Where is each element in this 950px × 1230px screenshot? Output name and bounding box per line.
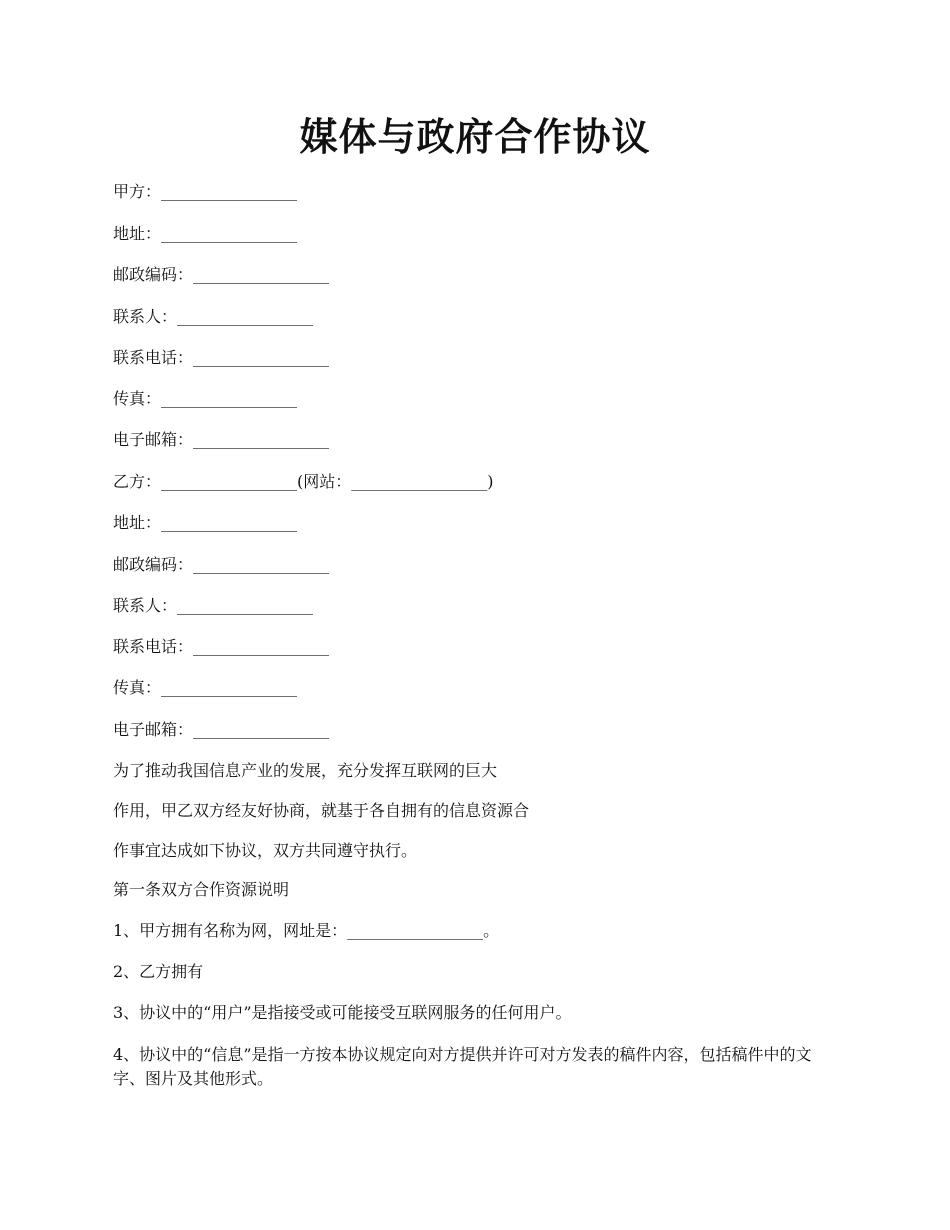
intro-line: 作用，甲乙双方经友好协商，就基于各自拥有的信息资源合 bbox=[113, 801, 530, 820]
party-a-address-field: 地址：_________________ bbox=[113, 224, 298, 243]
party-b-contact-field: 联系人：_________________ bbox=[113, 596, 314, 615]
article-1-heading: 第一条双方合作资源说明 bbox=[113, 880, 290, 899]
party-a-postcode-field: 邮政编码：_________________ bbox=[113, 265, 330, 284]
party-a-phone-field: 联系电话：_________________ bbox=[113, 348, 330, 367]
clause-2: 2、乙方拥有 bbox=[113, 962, 204, 981]
document-title: 媒体与政府合作协议 bbox=[299, 114, 651, 159]
clause-4: 4、协议中的“信息”是指一方按本协议规定向对方提供并许可对方发表的稿件内容，包括稿件中的文字、图片及其他形式。 bbox=[113, 1045, 812, 1088]
party-b-address-field: 地址：_________________ bbox=[113, 513, 298, 532]
party-a-email-field: 电子邮箱：_________________ bbox=[113, 430, 330, 449]
party-b-fax-field: 传真：_________________ bbox=[113, 678, 298, 697]
party-b-email-field: 电子邮箱：_________________ bbox=[113, 720, 330, 739]
party-a-contact-field: 联系人：_________________ bbox=[113, 307, 314, 326]
intro-line: 为了推动我国信息产业的发展，充分发挥互联网的巨大 bbox=[113, 761, 498, 780]
clause-1: 1、甲方拥有名称为网，网址是：_________________。 bbox=[113, 921, 500, 940]
clause-3: 3、协议中的“用户”是指接受或可能接受互联网服务的任何用户。 bbox=[113, 1003, 572, 1022]
intro-line: 作事宜达成如下协议，双方共同遵守执行。 bbox=[113, 841, 418, 860]
party-b-postcode-field: 邮政编码：_________________ bbox=[113, 555, 330, 574]
party-b-name-field: 乙方：_________________(网站：_________________) bbox=[113, 472, 494, 491]
party-a-fax-field: 传真：_________________ bbox=[113, 389, 298, 408]
party-a-name-field: 甲方：_________________ bbox=[113, 182, 298, 201]
party-b-phone-field: 联系电话：_________________ bbox=[113, 637, 330, 656]
